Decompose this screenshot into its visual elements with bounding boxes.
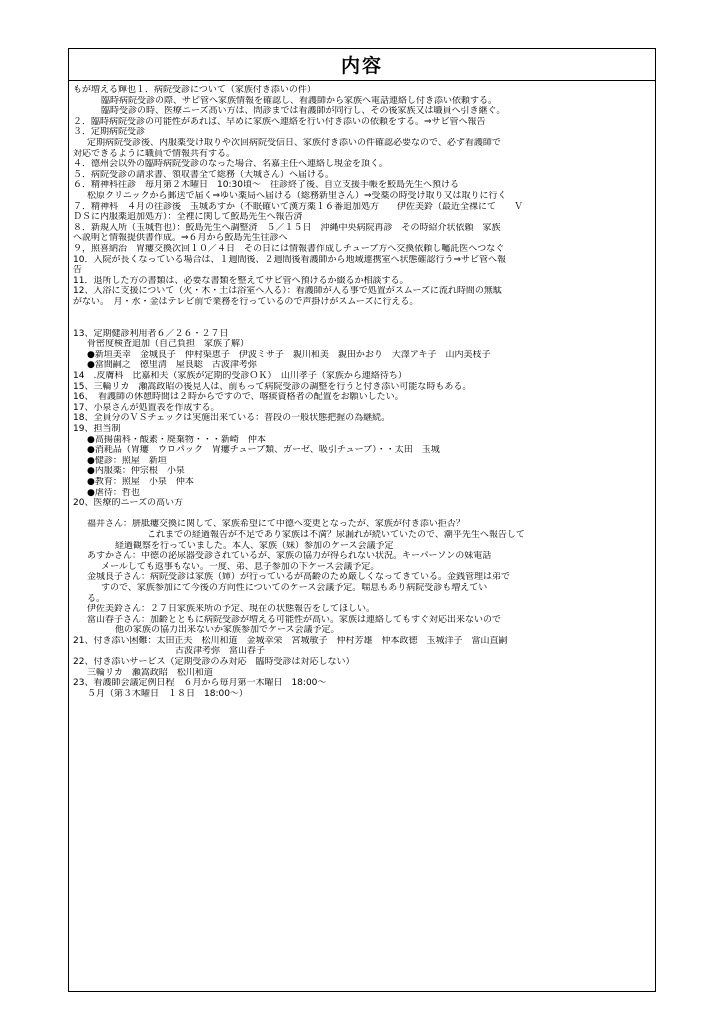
content-line: 11．退所した方の書類は、必要な書類を整えてサビ管へ預けるか綴るか相談する。 — [73, 275, 409, 286]
content-line: あすかさん：中徳の泌尿器受診されているが、家族の協力が得られない状況。キーパーソンの妹電話 — [87, 551, 492, 562]
content-line: 三輪リカ 瀬嵩政昭 松川和道 — [87, 667, 213, 678]
content-line: 13、定期健診利用者６／２６・２７日 — [73, 328, 229, 339]
content-line: 松原クリニックから郵送で届く⇒ゆい薬局へ届ける（総務新里さん）⇒受薬の時受け取り又は取りに行く — [87, 190, 507, 201]
content-line: 22、付き添いサービス（定期受診のみ対応 臨時受診は対応しない） — [73, 657, 355, 668]
content-line: ５月（第３木曜日 １８日 18:00～） — [87, 688, 248, 699]
content-line: 福井さん：胼胝瘻交換に関して、家族希望にて中德へ変更となったが、家族が付き添い拒否？ — [87, 519, 465, 530]
content-line: 當山春子さん：加齢とともに病院受診が増える可能性が高い。家族は連絡してもすぐ対応出来ないので — [87, 614, 502, 625]
content-line: ３．定期病院受診 — [73, 127, 146, 138]
content-line: 20、医療的ニーズの高い方 — [73, 498, 184, 509]
content-line: 19、担当制 — [73, 424, 121, 434]
content-line: ●新垣美幸 金城良子 仲村渠恵子 伊波ミサ子 親川和美 親田かおり 大澤アキ子 山内美枝子 — [87, 349, 491, 360]
content-line: 臨時病院受診の際、サビ管へ家族情報を確認し、看護師から家族へ電話連絡し付き添い依頼する。 — [101, 95, 498, 106]
content-line: る。 — [87, 593, 106, 604]
content-line: 骨密度検査追加（自己負担 家族了解） — [87, 339, 250, 350]
content-line: ７．精神科 ４月の往診後 玉城あすか（不眠確いて漢方薬１６番追加処方 伊佐美鈴（最近全裸にて Ｖ — [73, 201, 524, 212]
content-line: 古波津考弥 當山春子 — [175, 646, 266, 657]
content-line: 他の家族の協力出来ないか家族参加でケース会議予定。 — [115, 625, 340, 636]
content-line: 14 .皮膚科 比嘉和夫（家族が定期的受診ＯＫ） 山川孝子（家族から連絡待ち） — [73, 371, 407, 382]
content-line: 12、入浴に支援について（火・木・土は浴室へ入る）：看護師が入る事で処置がスムーズに流れ時間の無駄 — [73, 286, 502, 297]
content-line: 18、全員分のＶＳチェックは実施出来ている：普段の一般状態把握の為継続。 — [73, 413, 391, 424]
content-line — [73, 307, 651, 318]
content-line: ●内服薬：仲宗根 小泉 — [87, 466, 185, 477]
content-line: ４．德州会以外の臨時病院受診のなった場合、名嘉主任へ連絡し現金を頂く。 — [73, 159, 388, 170]
content-line: 経過観察を行っていました。本人、家族（妹）参加のケース会議予定 — [115, 540, 394, 551]
content-line: 10．入院が長くなっている場合は、１週間後、２週間後看護師から地域連携室へ状態確認行う⇒サビ管へ報 — [73, 254, 506, 265]
document-title: 内容 — [340, 55, 383, 77]
content-line: ５．病院受診の請求書、領収書全て総務（大城さん）へ届ける。 — [73, 169, 335, 180]
content-line: 金城良子さん：病院受診は家族（姉）が行っているが高齢のため厳しくなってきている。金銭管理は弟で — [87, 572, 511, 583]
content-line: ９，照喜納治 胃瘻交換次回１０／４日 その日には情報書作成しチューブ方へ交換依頼し囑託医へつなぐ — [73, 243, 505, 254]
content-line: もが増える輝也１．病院受診について（家族付き添いの件） — [73, 85, 316, 95]
content-line: ●當間嗣之 徳里清 屋良聡 古波津考弥 — [87, 360, 257, 371]
document-frame — [68, 48, 656, 992]
content-line: 定期病院受診後、内服薬受け取りや次回病院受信日、家族付き添いの件確認必要なので、必ず看護師で — [87, 137, 501, 148]
content-line: ８．新規入所（玉城哲也）：鮫島先生へ調整済 ５／１５日 沖縄中央病院再診 その時紹介状依頼 家族 — [73, 222, 501, 233]
title-box — [69, 49, 655, 81]
content-line: 15、三輪リカ 瀬嵩政昭の後見人は、前もって病院受診の調整を行うと付き添い可能な時もある。 — [73, 381, 472, 392]
content-line: 17、小泉さんが処置表を作成する。 — [73, 402, 220, 413]
content-line: 21、付き添い困難：太田正夫 松川和道 金城幸栄 宮城敏子 仲村芳雄 仲本政徳 玉城洋子 當山直嗣 — [73, 635, 508, 646]
content-line: 告 — [73, 265, 83, 276]
content-body — [73, 85, 651, 699]
content-line: 伊佐美鈴さん：２７日家族来所の予定、現在の状態報告をしてほしい。 — [87, 604, 376, 615]
content-line: ●教育：照屋 小泉 仲本 — [87, 476, 194, 487]
content-line: これまでの経過報告が不足であり家族は不満？尿漏れが続いていたので、潮平先生へ報告して — [147, 529, 525, 540]
content-line: メールしても返事もない。一度、弟、息子参加の下ケース会議予定。 — [101, 561, 380, 572]
content-line: ＤＳに内服薬追加処方）：全裡に関して鮫島先生へ報告済 — [73, 212, 303, 223]
content-line: へ説明と情報提供書作成。⇒６月から鮫島先生往診へ — [73, 233, 288, 244]
content-line: ●消耗品（胃瘻 ウロパック 胃瘻チューブ類、ガーゼ、吸引チューブ）・・太田 玉城 — [87, 445, 440, 456]
content-line: すので、家族参加にて今後の方向性についてのケース会議予定。喘息もあり病院受診も増えてい — [101, 582, 488, 593]
content-line: がない。 月・水・金はテレビ前で業務を行っているので声掛けがスムーズに行える。 — [73, 296, 419, 307]
content-line: ６．精神科往診 毎月第２木曜日 10:30頃～ 往診終了後、自立支援手帳を鮫島先生へ預ける — [73, 180, 459, 191]
content-line: ●高揚歯科・酸素・廃棄物・・・新崎 仲本 — [87, 434, 266, 445]
content-line: ２．臨時病院受診の可能性があれば、早めに家族へ連絡を行い付き添いの依頼をする。⇒サビ管へ報告 — [73, 116, 486, 127]
content-line: ●虐待：哲也 — [87, 487, 140, 498]
content-line: 対応できるように職員で情報共有する。 — [73, 148, 236, 159]
content-line: 臨時受診の時、医療ニーズ高い方は、問診までは看護師が同行し、その後家族又は職員へ引き継ぐ。 — [101, 106, 506, 117]
content-line — [73, 318, 651, 329]
content-line — [73, 509, 651, 520]
content-line: ●健診：照屋 新垣 — [87, 455, 167, 466]
content-line: 23、看護師会議定例日程 ６月から毎月第一木曜日 18:00～ — [73, 678, 327, 689]
content-line: 16、 看護師の休憩時間は２時からですので、喀痰資格者の配置をお願いしたい。 — [73, 392, 404, 403]
